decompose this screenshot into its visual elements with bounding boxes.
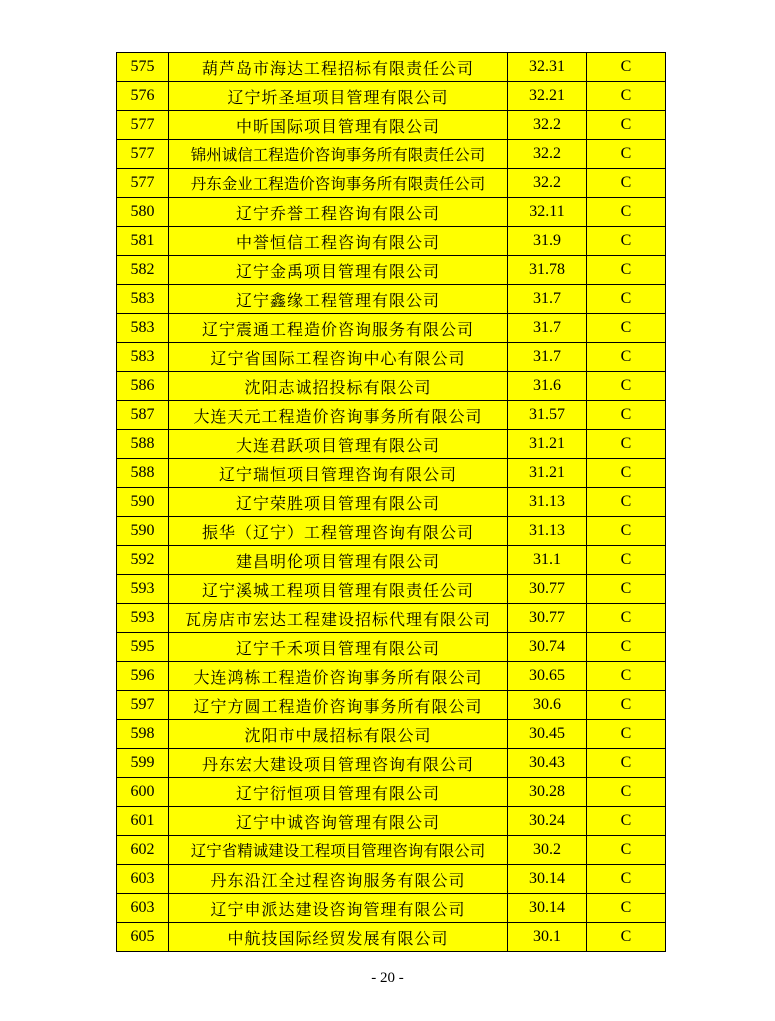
table-row [117,198,666,227]
score-cell: 32.21 [508,82,587,111]
score-cell: 31.7 [508,314,587,343]
company-name-cell: 辽宁圻圣垣项目管理有限公司 [169,82,508,111]
company-name-cell: 辽宁千禾项目管理有限公司 [169,633,508,662]
rank-cell: 596 [117,662,169,691]
company-name-cell: 辽宁溪城工程项目管理有限责任公司 [169,575,508,604]
grade-cell: C [587,662,666,691]
score-cell: 30.24 [508,807,587,836]
grade-cell: C [587,488,666,517]
rank-cell: 580 [117,198,169,227]
table-row [117,865,666,894]
table-row [117,140,666,169]
page-number: - 20 - [371,970,404,986]
rank-cell: 595 [117,633,169,662]
company-name-cell: 中航技国际经贸发展有限公司 [169,923,508,952]
rank-cell: 597 [117,691,169,720]
company-name-cell: 锦州诚信工程造价咨询事务所有限责任公司 [169,140,508,169]
table-row [117,401,666,430]
rank-cell: 576 [117,82,169,111]
grade-cell: C [587,836,666,865]
ranking-table [116,52,666,952]
table-row [117,691,666,720]
table-row [117,285,666,314]
table-row [117,517,666,546]
table-row [117,720,666,749]
score-cell: 32.2 [508,140,587,169]
company-name-cell: 辽宁方圆工程造价咨询事务所有限公司 [169,691,508,720]
grade-cell: C [587,198,666,227]
score-cell: 30.14 [508,865,587,894]
rank-cell: 600 [117,778,169,807]
score-cell: 30.14 [508,894,587,923]
table-row [117,430,666,459]
table-row [117,633,666,662]
grade-cell: C [587,401,666,430]
table-row [117,575,666,604]
score-cell: 31.13 [508,517,587,546]
rank-cell: 601 [117,807,169,836]
rank-cell: 590 [117,517,169,546]
score-cell: 30.65 [508,662,587,691]
table-row [117,314,666,343]
grade-cell: C [587,604,666,633]
table-row [117,459,666,488]
score-cell: 30.2 [508,836,587,865]
company-name-cell: 丹东宏大建设项目管理咨询有限公司 [169,749,508,778]
table-row [117,836,666,865]
rank-cell: 577 [117,140,169,169]
company-name-cell: 丹东金业工程造价咨询事务所有限责任公司 [169,169,508,198]
rank-cell: 602 [117,836,169,865]
grade-cell: C [587,430,666,459]
rank-cell: 583 [117,314,169,343]
table-row [117,82,666,111]
grade-cell: C [587,140,666,169]
score-cell: 31.7 [508,343,587,372]
score-cell: 30.1 [508,923,587,952]
table-row [117,778,666,807]
score-cell: 31.6 [508,372,587,401]
rank-cell: 588 [117,430,169,459]
table-row [117,227,666,256]
grade-cell: C [587,894,666,923]
table-row [117,923,666,952]
score-cell: 30.43 [508,749,587,778]
table-row [117,488,666,517]
grade-cell: C [587,372,666,401]
grade-cell: C [587,517,666,546]
grade-cell: C [587,111,666,140]
score-cell: 31.7 [508,285,587,314]
company-name-cell: 振华（辽宁）工程管理咨询有限公司 [169,517,508,546]
rank-cell: 577 [117,111,169,140]
grade-cell: C [587,82,666,111]
grade-cell: C [587,720,666,749]
company-name-cell: 丹东沿江全过程咨询服务有限公司 [169,865,508,894]
company-name-cell: 大连君跃项目管理有限公司 [169,430,508,459]
ranking-table-body [117,53,666,952]
grade-cell: C [587,865,666,894]
table-row [117,749,666,778]
grade-cell: C [587,227,666,256]
table-row [117,53,666,82]
company-name-cell: 大连天元工程造价咨询事务所有限公司 [169,401,508,430]
score-cell: 32.11 [508,198,587,227]
company-name-cell: 辽宁省国际工程咨询中心有限公司 [169,343,508,372]
company-name-cell: 中昕国际项目管理有限公司 [169,111,508,140]
company-name-cell: 辽宁荣胜项目管理有限公司 [169,488,508,517]
rank-cell: 581 [117,227,169,256]
grade-cell: C [587,256,666,285]
grade-cell: C [587,285,666,314]
rank-cell: 593 [117,575,169,604]
score-cell: 31.57 [508,401,587,430]
rank-cell: 575 [117,53,169,82]
rank-cell: 583 [117,285,169,314]
grade-cell: C [587,691,666,720]
score-cell: 30.77 [508,604,587,633]
rank-cell: 605 [117,923,169,952]
rank-cell: 599 [117,749,169,778]
score-cell: 31.9 [508,227,587,256]
score-cell: 32.31 [508,53,587,82]
rank-cell: 598 [117,720,169,749]
company-name-cell: 中誉恒信工程咨询有限公司 [169,227,508,256]
score-cell: 31.21 [508,459,587,488]
table-row [117,662,666,691]
table-row [117,256,666,285]
score-cell: 31.78 [508,256,587,285]
company-name-cell: 大连鸿栋工程造价咨询事务所有限公司 [169,662,508,691]
score-cell: 31.13 [508,488,587,517]
company-name-cell: 建昌明伦项目管理有限公司 [169,546,508,575]
grade-cell: C [587,314,666,343]
company-name-cell: 瓦房店市宏达工程建设招标代理有限公司 [169,604,508,633]
rank-cell: 577 [117,169,169,198]
rank-cell: 593 [117,604,169,633]
grade-cell: C [587,575,666,604]
rank-cell: 583 [117,343,169,372]
table-row [117,807,666,836]
grade-cell: C [587,778,666,807]
table-row [117,372,666,401]
company-name-cell: 辽宁中诚咨询管理有限公司 [169,807,508,836]
grade-cell: C [587,749,666,778]
rank-cell: 603 [117,894,169,923]
company-name-cell: 辽宁省精诚建设工程项目管理咨询有限公司 [169,836,508,865]
company-name-cell: 辽宁衍恒项目管理有限公司 [169,778,508,807]
score-cell: 32.2 [508,169,587,198]
score-cell: 30.74 [508,633,587,662]
rank-cell: 582 [117,256,169,285]
rank-cell: 587 [117,401,169,430]
rank-cell: 592 [117,546,169,575]
table-row [117,546,666,575]
grade-cell: C [587,807,666,836]
score-cell: 32.2 [508,111,587,140]
score-cell: 30.28 [508,778,587,807]
table-row [117,169,666,198]
grade-cell: C [587,923,666,952]
score-cell: 30.45 [508,720,587,749]
grade-cell: C [587,546,666,575]
company-name-cell: 葫芦岛市海达工程招标有限责任公司 [169,53,508,82]
grade-cell: C [587,633,666,662]
table-row [117,111,666,140]
company-name-cell: 沈阳市中晟招标有限公司 [169,720,508,749]
table-row [117,894,666,923]
company-name-cell: 辽宁申派达建设咨询管理有限公司 [169,894,508,923]
table-row [117,343,666,372]
score-cell: 30.6 [508,691,587,720]
company-name-cell: 辽宁乔誉工程咨询有限公司 [169,198,508,227]
rank-cell: 603 [117,865,169,894]
grade-cell: C [587,53,666,82]
rank-cell: 586 [117,372,169,401]
rank-cell: 590 [117,488,169,517]
score-cell: 31.1 [508,546,587,575]
company-name-cell: 辽宁鑫缘工程管理有限公司 [169,285,508,314]
table-row [117,604,666,633]
company-name-cell: 辽宁金禹项目管理有限公司 [169,256,508,285]
score-cell: 30.77 [508,575,587,604]
company-name-cell: 沈阳志诚招投标有限公司 [169,372,508,401]
score-cell: 31.21 [508,430,587,459]
company-name-cell: 辽宁震通工程造价咨询服务有限公司 [169,314,508,343]
grade-cell: C [587,343,666,372]
grade-cell: C [587,169,666,198]
rank-cell: 588 [117,459,169,488]
grade-cell: C [587,459,666,488]
company-name-cell: 辽宁瑞恒项目管理咨询有限公司 [169,459,508,488]
